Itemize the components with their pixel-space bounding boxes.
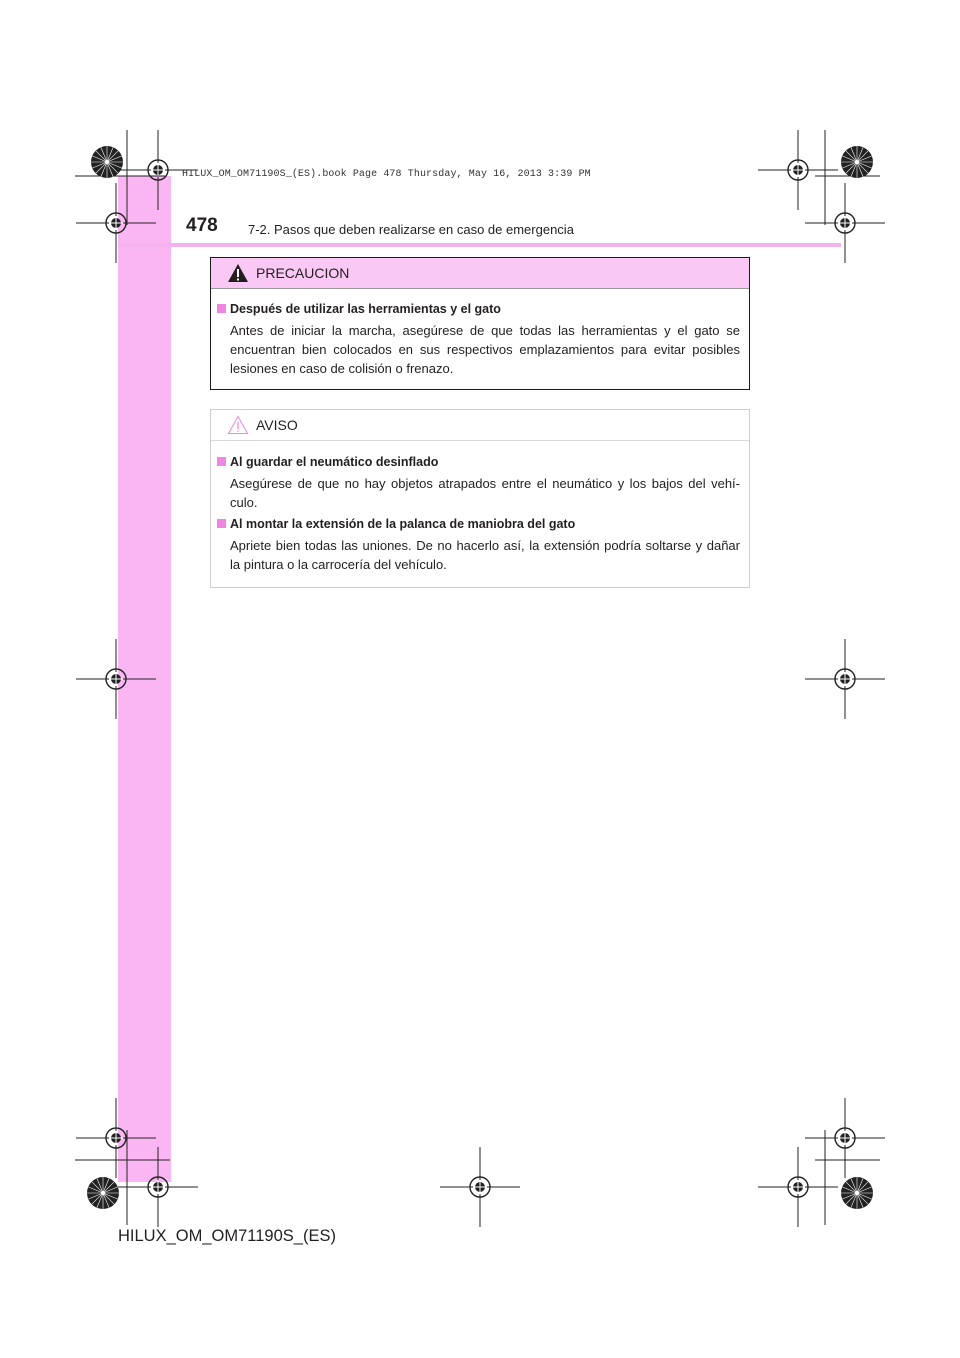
notice-item-heading: Al montar la extensión de la palanca de maniobra del gato [230, 517, 576, 531]
registration-mark-icon [805, 639, 885, 719]
square-bullet-icon [217, 304, 226, 313]
square-bullet-icon [217, 519, 226, 528]
section-title: 7-2. Pasos que deben realizarse en caso de emergencia [248, 222, 574, 237]
crop-mark-icon [75, 1130, 175, 1225]
warning-triangle-icon [227, 263, 249, 283]
notice-item-body: Apriete bien todas las uniones. De no hacerlo así, la extensión podría soltarse y dañar la pintura o la carrocería del vehículo. [230, 538, 740, 572]
notice-item [223, 455, 740, 512]
caution-item-body: Antes de iniciar la marcha, asegúrese de que todas las herramientas y el gato se encuentran bien colocados en sus respectivos emplazamientos para evitar posibles lesiones en caso de colisión o frenazo. [230, 323, 740, 376]
crop-mark-icon [815, 1130, 895, 1225]
caution-item [223, 302, 740, 378]
book-info-line: HILUX_OM_OM71190S_(ES).book Page 478 Thursday, May 16, 2013 3:39 PM [182, 169, 591, 180]
registration-mark-icon [440, 1147, 520, 1227]
notice-box [210, 409, 750, 588]
warning-triangle-icon [227, 415, 249, 435]
caution-box-title: PRECAUCION [256, 265, 350, 281]
caution-box-header [211, 258, 749, 289]
notice-item [223, 517, 740, 574]
crop-mark-icon [815, 130, 895, 230]
crop-mark-icon [75, 130, 175, 230]
footer-model-code: HILUX_OM_OM71190S_(ES) [118, 1227, 336, 1245]
header-rule [118, 243, 841, 247]
notice-item-heading: Al guardar el neumático desinflado [230, 455, 439, 469]
page-number: 478 [186, 215, 218, 236]
notice-item-body: Asegúrese de que no hay objetos atrapados entre el neumático y los bajos del vehí-culo. [230, 476, 740, 510]
caution-box [210, 257, 750, 390]
square-bullet-icon [217, 457, 226, 466]
registration-mark-icon [76, 639, 156, 719]
notice-box-header [211, 410, 749, 441]
caution-item-heading: Después de utilizar las herramientas y el gato [230, 302, 501, 316]
notice-box-title: AVISO [256, 417, 298, 433]
